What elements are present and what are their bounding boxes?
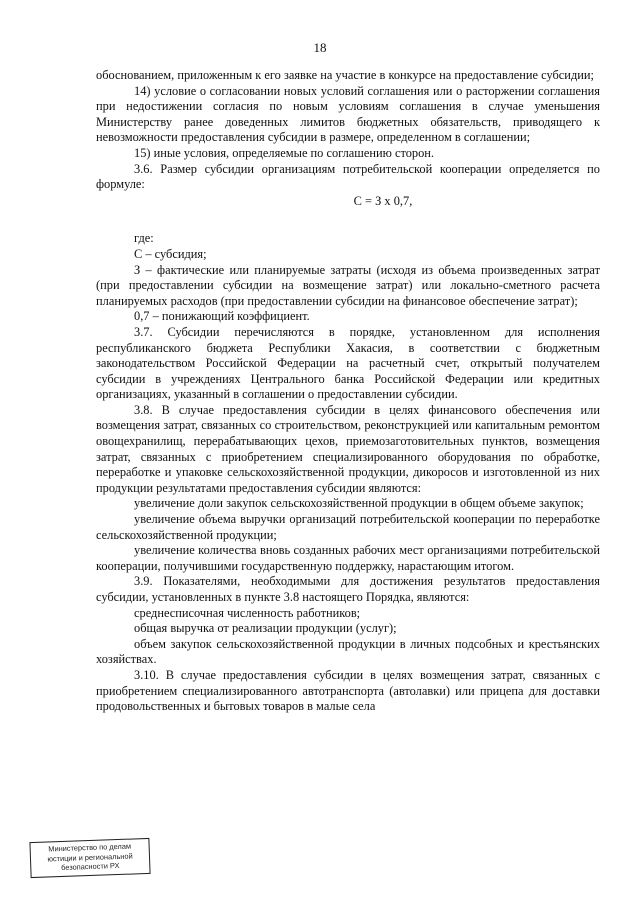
paragraph: где: xyxy=(134,231,154,246)
paragraph: 14) условие о согласовании новых условий соглашения или о расторжении соглашения при недостижении согласия по новым условиям соглашения в случае уменьшения Министерству ранее доведенных лимитов бюджетных обязательств, приводящего к невозможности предоставления субсидии в размере, определенном в соглашении; xyxy=(96,83,600,145)
paragraph: З – фактические или планируемые затраты (исходя из объема произведенных затрат (при предоставлении субсидии на возмещение затрат) или локально-сметного расчета планируемых расходов (при предоставлении субсидии на финансовое обеспечение затрат); xyxy=(96,262,600,308)
paragraph: увеличение доли закупок сельскохозяйственной продукции в общем объеме закупок; xyxy=(134,496,584,511)
document-body xyxy=(96,68,600,715)
stamp-line-3: безопасности РХ xyxy=(61,860,120,873)
paragraph: 3.9. Показателями, необходимыми для достижения результатов предоставления субсидии, установленных в пункте 3.8 настоящего Порядка, являются: xyxy=(96,574,600,604)
ministry-stamp xyxy=(29,838,150,878)
paragraph: среднесписочная численность работников; xyxy=(134,605,361,620)
paragraph: обоснованием, приложенным к его заявке на участие в конкурсе на предоставление субсидии; xyxy=(96,68,594,82)
stamp-line-1: Министерство по делам xyxy=(48,841,132,854)
paragraph: 3.8. В случае предоставления субсидии в целях финансового обеспечения или возмещения затрат, связанных со строительством, реконструкцией или капитальным ремонтом овощехранилищ, перерабатывающих цехов, приемозаготовительных пунктов, возмещения затрат, связанных с приобретением специализированного оборудования по обработке, переработке и упаковке сельскохозяйственной продукции, дикоросов и изготовленной из них продукции результатами предоставления субсидии являются: xyxy=(96,402,600,495)
paragraph: 3.10. В случае предоставления субсидии в целях возмещения затрат, связанных с приобретением специализированного автотранспорта (автолавки) или прицепа для доставки продовольственных и бытовых товаров в малые села xyxy=(96,667,600,714)
paragraph: увеличение объема выручки организаций потребительской кооперации по переработке сельскохозяйственной продукции; xyxy=(96,512,600,542)
paragraph: общая выручка от реализации продукции (услуг); xyxy=(134,621,397,636)
stamp-line-2: юстиции и региональной xyxy=(47,851,133,863)
paragraph: 15) иные условия, определяемые по соглашению сторон. xyxy=(134,145,435,160)
subsidy-formula: С = З х 0,7, xyxy=(353,193,413,208)
paragraph: 3.6. Размер субсидии организациям потребительской кооперации определяется по формуле: xyxy=(96,161,600,192)
paragraph: объем закупок сельскохозяйственной продукции в личных подсобных и крестьянских хозяйствах. xyxy=(96,636,600,667)
paragraph: увеличение количества вновь созданных рабочих мест организациями потребительской кооперации, получившими государственную поддержку, нарастающим итогом. xyxy=(96,543,600,573)
paragraph: 3.7. Субсидии перечисляются в порядке, установленном для исполнения республиканского бюджета Республики Хакасия, в соответствии с бюджетным законодательством Российской Федерации на расчетный счет, открытый получателем субсидии в учреждениях Центрального банка Российской Федерации или кредитных организациях, указанный в соглашении о предоставлении субсидии. xyxy=(96,324,600,402)
page-number: 18 xyxy=(313,40,327,55)
paragraph: 0,7 – понижающий коэффициент. xyxy=(134,309,310,324)
paragraph: С – субсидия; xyxy=(134,246,207,261)
